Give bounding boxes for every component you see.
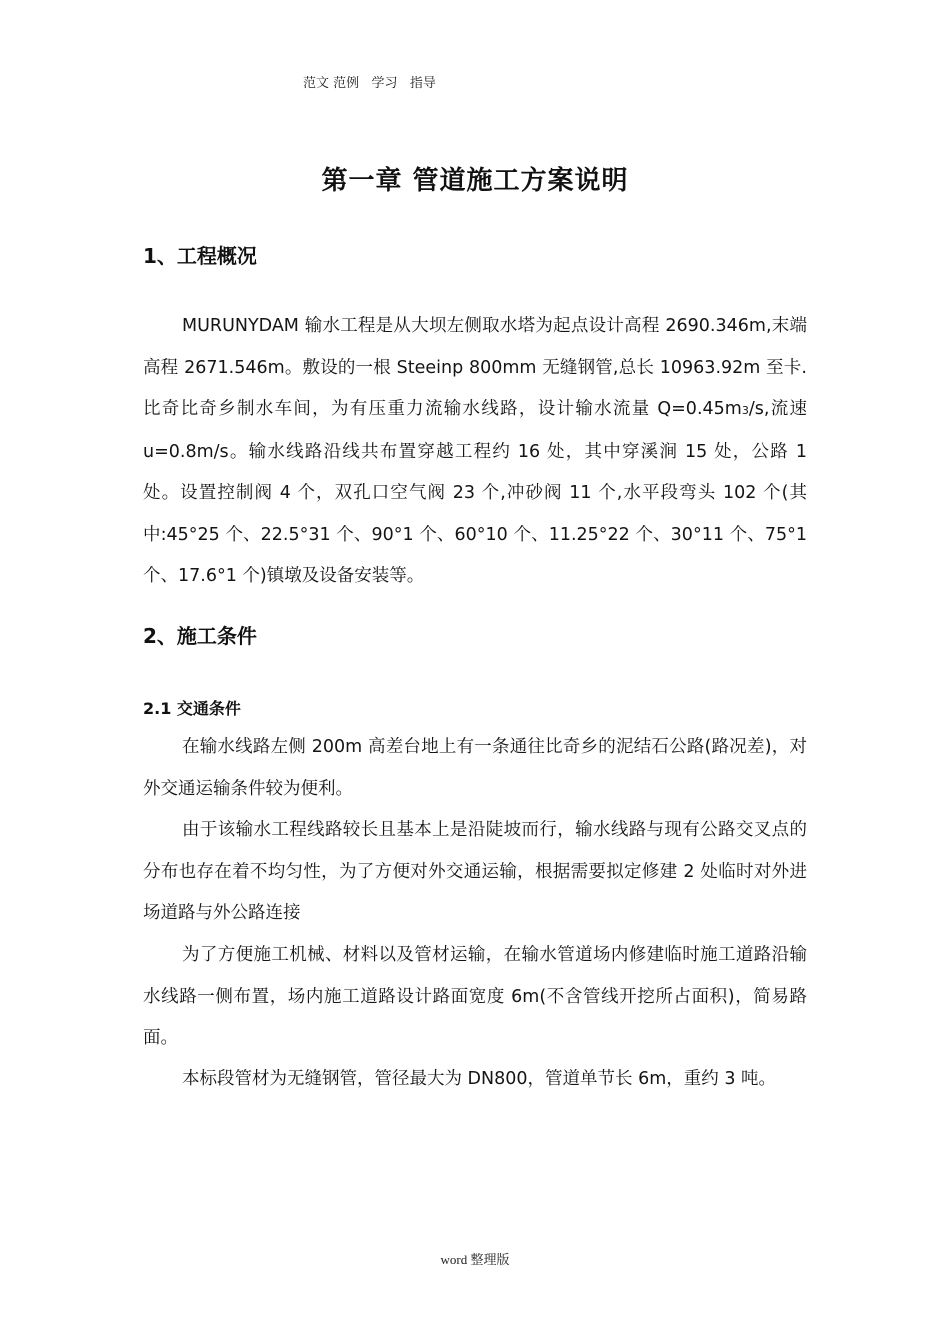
paragraph-traffic-3: 为了方便施工机械、材料以及管材运输，在输水管道场内修建临时施工道路沿输水线路一侧布置，场内施工道路设计路面宽度 6m(不含管线开挖所占面积)，简易路面。 bbox=[143, 945, 807, 1048]
paragraph-traffic-4: 本标段管材为无缝钢管，管径最大为 DN800，管道单节长 6m，重约 3 吨。 bbox=[182, 1069, 777, 1089]
paragraph-traffic-2: 由于该输水工程线路较长且基本上是沿陡坡而行，输水线路与现有公路交叉点的分布也存在着不均匀性，为了方便对外交通运输，根据需要拟定修建 2 处临时对外进场道路与外公路连接 bbox=[143, 820, 807, 923]
page-header: 范文 范例 学习 指导 bbox=[303, 76, 436, 91]
chapter-title: 第一章 管道施工方案说明 bbox=[321, 166, 629, 196]
section-1-paragraph bbox=[143, 306, 807, 598]
section-2-heading: 2、施工条件 bbox=[143, 624, 257, 648]
paragraph-text: MURUNYDAM 输水工程是从大坝左侧取水塔为起点设计高程 2690.346m,末端高程 2671.546m。敷设的一根 Steeinp 800mm 无缝钢管,总长 10963.92m 至卡.比奇比奇乡制水车间，为有压重力流输水线路，设计输水流量 Q=0.45m bbox=[143, 316, 807, 419]
paragraph-traffic-1: 在输水线路左侧 200m 高差台地上有一条通往比奇乡的泥结石公路(路况差)，对外交通运输条件较为便利。 bbox=[143, 737, 807, 799]
section-1-heading: 1、工程概况 bbox=[143, 244, 257, 268]
subsection-2-1-heading: 2.1 交通条件 bbox=[143, 699, 241, 718]
paragraph-text-continued: /s,流速 u=0.8m/s。输水线路沿线共布置穿越工程约 16 处，其中穿溪涧 15 处，公路 1 处。设置控制阀 4 个，双孔口空气阀 23 个,冲砂阀 11 个,水平段弯头 102 个(其中:45°25 个、22.5°31 个、90°1 个、60°10 个、11.25°22 个、30°11 个、75°1 个、17.6°1 个)镇墩及设备安装等。 bbox=[143, 399, 807, 586]
subscript: 3 bbox=[741, 404, 749, 417]
page-footer: word 整理版 bbox=[440, 1252, 510, 1267]
